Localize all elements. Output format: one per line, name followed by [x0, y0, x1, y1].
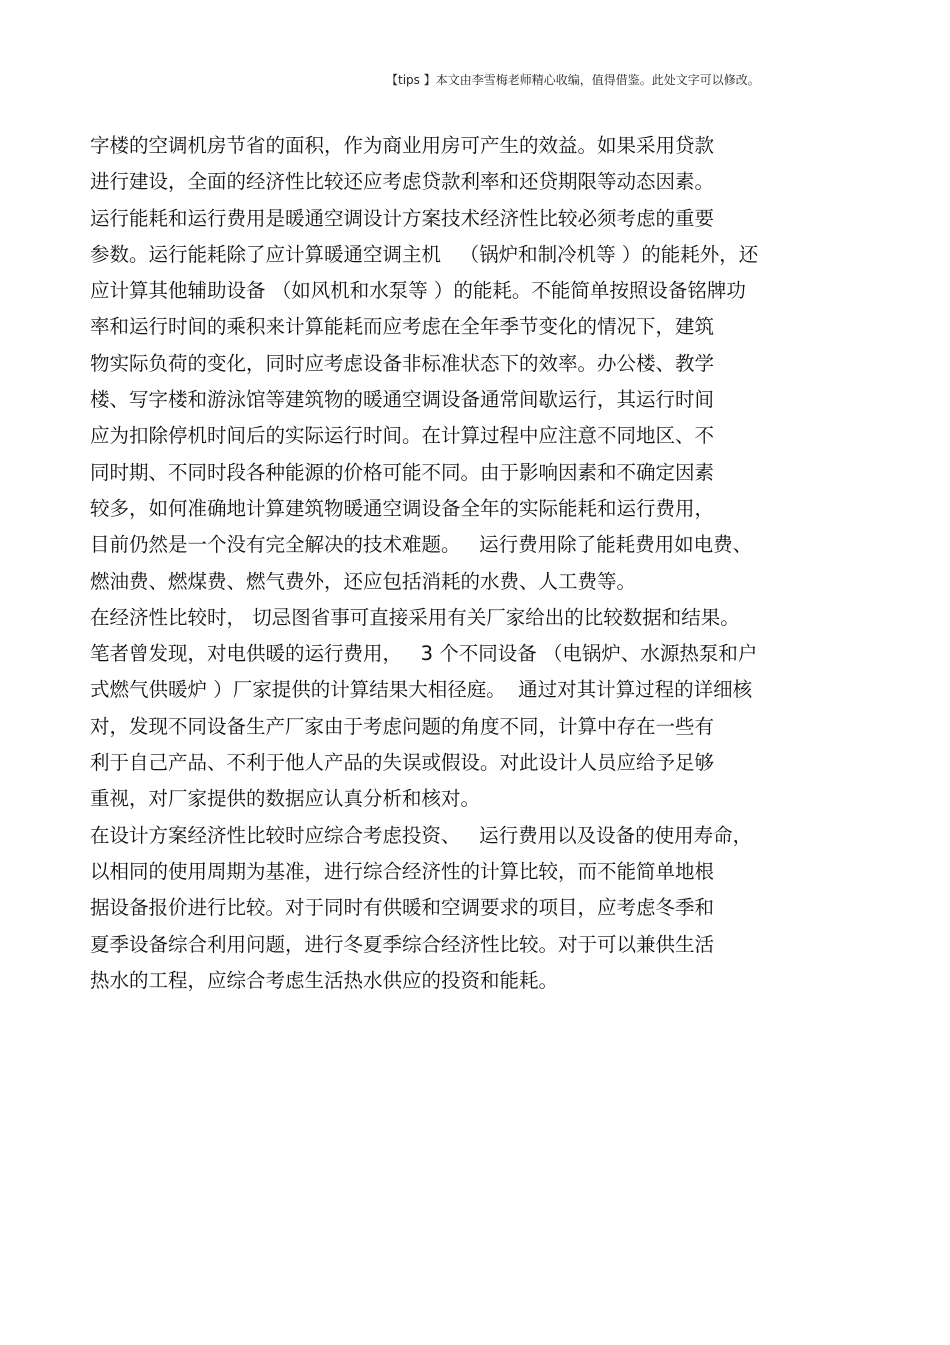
text-line: 字楼的空调机房节省的面积，作为商业用房可产生的效益。如果采用贷款	[90, 134, 715, 157]
text-line: 笔者曾发现，对电供暖的运行费用， 3 个不同设备 （电锅炉、水源热泵和户	[90, 642, 758, 666]
header-tips: 【tips 】本文由李雪梅老师精心收编，值得借鉴。此处文字可以修改。	[386, 73, 760, 87]
text-line: 进行建设，全面的经济性比较还应考虑贷款利率和还贷期限等动态因素。	[90, 170, 715, 194]
text-line: 据设备报价进行比较。对于同时有供暖和空调要求的项目，应考虑冬季和	[90, 896, 715, 920]
text-line: 应为扣除停机时间后的实际运行时间。在计算过程中应注意不同地区、不	[90, 424, 715, 448]
text-line: 楼、写字楼和游泳馆等建筑物的暖通空调设备通常间歇运行，其运行时间	[90, 388, 715, 412]
text-line: 目前仍然是一个没有完全解决的技术难题。 运行费用除了能耗费用如电费、	[90, 533, 753, 557]
text-line: 夏季设备综合利用问题，进行冬夏季综合经济性比较。对于可以兼供生活	[90, 932, 715, 956]
text-line: 在经济性比较时， 切忌图省事可直接采用有关厂家给出的比较数据和结果。	[90, 605, 740, 629]
text-line: 应计算其他辅助设备 （如风机和水泵等 ）的能耗。不能简单按照设备铭牌功	[90, 279, 746, 303]
text-line: 利于自己产品、不利于他人产品的失误或假设。对此设计人员应给予足够	[90, 751, 715, 775]
text-line: 率和运行时间的乘积来计算能耗而应考虑在全年季节变化的情况下，建筑	[90, 315, 715, 339]
text-line: 式燃气供暖炉 ）厂家提供的计算结果大相径庭。 通过对其计算过程的详细核	[90, 678, 753, 702]
text-line: 同时期、不同时段各种能源的价格可能不同。由于影响因素和不确定因素	[90, 460, 715, 484]
text-line: 对，发现不同设备生产厂家由于考虑问题的角度不同，计算中存在一些有	[90, 714, 715, 738]
text-line: 物实际负荷的变化，同时应考虑设备非标准状态下的效率。办公楼、教学	[90, 351, 715, 375]
text-line: 在设计方案经济性比较时应综合考虑投资、 运行费用以及设备的使用寿命，	[90, 823, 753, 847]
text-line: 运行能耗和运行费用是暖通空调设计方案技术经济性比较必须考虑的重要	[90, 206, 715, 230]
text-line: 重视，对厂家提供的数据应认真分析和核对。	[90, 787, 481, 811]
document-body	[90, 128, 860, 999]
text-line: 热水的工程，应综合考虑生活热水供应的投资和能耗。	[90, 968, 559, 992]
text-line: 燃油费、燃煤费、燃气费外，还应包括消耗的水费、人工费等。	[90, 569, 637, 593]
text-line: 参数。运行能耗除了应计算暖通空调主机 （锅炉和制冷机等 ）的能耗外，还	[90, 242, 759, 266]
text-line: 较多，如何准确地计算建筑物暖通空调设备全年的实际能耗和运行费用，	[90, 496, 715, 520]
text-line: 以相同的使用周期为基准，进行综合经济性的计算比较，而不能简单地根	[90, 859, 715, 883]
